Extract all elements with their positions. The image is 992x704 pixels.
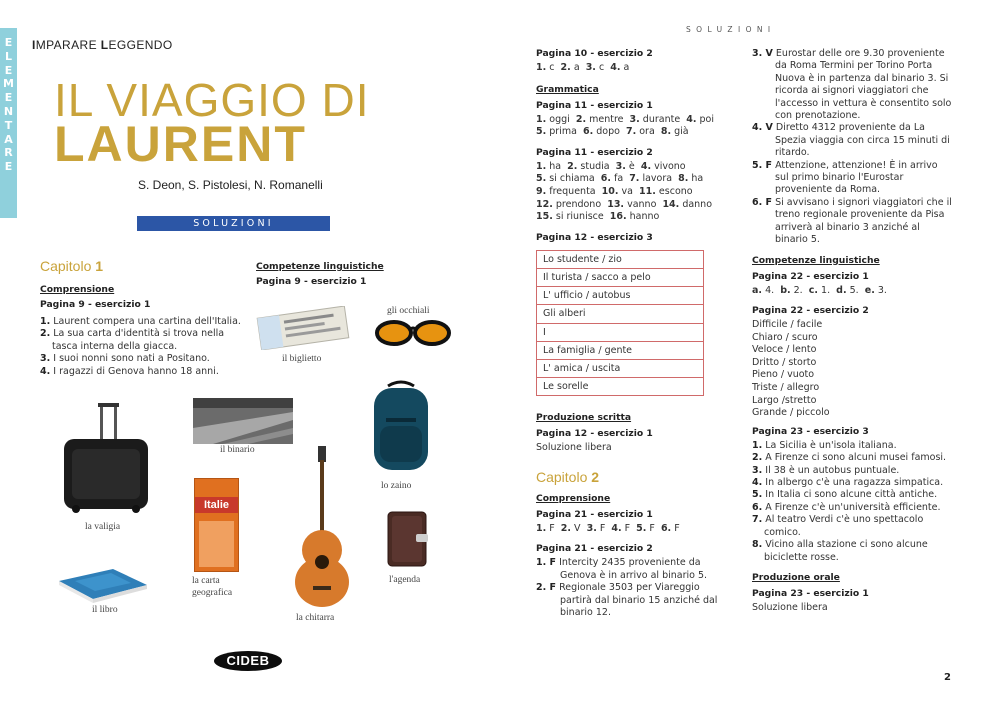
- list-item: 1. Laurent compera una cartina dell'Italia.: [40, 316, 241, 327]
- table-cell: Lo studente / zio: [537, 250, 704, 268]
- section-comprensione: Comprensione: [536, 492, 611, 504]
- edge-tab-letter: N: [3, 104, 14, 118]
- list-item: 1. F Intercity 2435 proveniente da Genova è in arrivo al binario 5.: [536, 557, 708, 581]
- answer-line: a. 4. b. 2. c. 1. d. 5. e. 3.: [752, 284, 887, 296]
- list-item: Chiaro / scuro: [752, 331, 818, 343]
- book-picture: [55, 563, 151, 605]
- exercise-heading: Pagina 21 - esercizio 1: [536, 508, 653, 520]
- answer-list-p9: [40, 316, 245, 378]
- edge-tab-letter: A: [4, 132, 13, 146]
- edge-tab-letter: E: [4, 36, 13, 49]
- table-cell: L' ufficio / autobus: [537, 287, 704, 305]
- answer-line: 9. frequenta 10. va 11. escono: [536, 185, 693, 197]
- label-chitarra: la chitarra: [296, 613, 335, 623]
- exercise-heading: Pagina 11 - esercizio 1: [536, 99, 653, 111]
- answer-line: 5. si chiama 6. fa 7. lavora 8. ha: [536, 173, 704, 185]
- chapter-word: Capitolo: [40, 258, 92, 274]
- edge-tab-letter: L: [4, 49, 12, 63]
- table-cell: Le sorelle: [537, 378, 704, 396]
- exercise-heading: Pagina 23 - esercizio 1: [752, 587, 869, 599]
- exercise-heading: Pagina 10 - esercizio 2: [536, 48, 653, 59]
- section-comprensione: Comprensione: [40, 284, 115, 295]
- label-libro: il libro: [92, 605, 118, 615]
- list-item: 1. La Sicilia è un'isola italiana.: [752, 439, 897, 451]
- map-cover-text: Italie: [195, 497, 238, 513]
- answer-line: 15. si riunisce 16. hanno: [536, 211, 660, 223]
- section-competenze: Competenze linguistiche: [752, 254, 880, 266]
- section-grammatica: Grammatica: [536, 83, 599, 95]
- exercise-heading: Pagina 11 - esercizio 2: [536, 146, 653, 158]
- suitcase-picture: [62, 403, 150, 515]
- table-cell: I: [537, 323, 704, 341]
- answer-line: 12. prendono 13. vanno 14. danno: [536, 198, 713, 210]
- answer-line: 1. oggi 2. mentre 3. durante 4. poi: [536, 113, 714, 125]
- edge-tab-letter: E: [4, 160, 13, 174]
- book-title-line-2: LAURENT: [54, 116, 307, 172]
- book-title-line-1: IL VIAGGIO DI: [54, 74, 370, 126]
- list-item: 6. A Firenze c'è un'università efficiente.: [752, 501, 941, 513]
- free-solution: Soluzione libera: [752, 601, 828, 613]
- list-item: 4. I ragazzi di Genova hanno 18 anni.: [40, 365, 219, 377]
- series-title: [32, 38, 173, 52]
- column-3: [536, 48, 736, 619]
- exercise-heading: Pagina 9 - esercizio 1: [256, 276, 367, 287]
- section-produzione-orale: Produzione orale: [752, 571, 840, 583]
- list-item: 5. In Italia ci sono alcune città antiche.: [752, 489, 938, 501]
- backpack-picture: [366, 378, 436, 478]
- table-cell: Il turista / sacco a pelo: [537, 268, 704, 286]
- edge-tab-letter: M: [3, 77, 14, 91]
- exercise-heading: Pagina 12 - esercizio 3: [536, 231, 653, 243]
- list-item: 2. La sua carta d'identità si trova nella tasca interna della giacca.: [40, 328, 225, 352]
- list-item: 8. Vicino alla stazione ci sono alcune biciclette rosse.: [752, 539, 928, 563]
- label-agenda: l'agenda: [389, 575, 421, 585]
- answer-list-p21-cont: [752, 48, 952, 247]
- agenda-picture: [386, 510, 430, 570]
- series-part-2: EGGENDO: [108, 38, 173, 52]
- opposites-list: [752, 319, 952, 420]
- list-item: 3. V Eurostar delle ore 9.30 proveniente da Roma Termini per Torino Porta Nuova è in partenza dal binario 3. Si ricorda ai signori viaggiatori che l'accesso in vettura è consentito solo con prenotazione.: [752, 48, 952, 122]
- rail-track-picture: [193, 398, 293, 444]
- list-item: 5. F Attenzione, attenzione! È in arrivo sul primo binario l'Eurostar proveniente da Roma.: [752, 159, 938, 196]
- list-item: Largo /stretto: [752, 394, 817, 406]
- list-item: 2. A Firenze ci sono alcuni musei famosi.: [752, 452, 947, 464]
- authors: S. Deon, S. Pistolesi, N. Romanelli: [138, 178, 323, 192]
- list-item: Pieno / vuoto: [752, 369, 815, 381]
- list-item: Dritto / storto: [752, 356, 817, 368]
- answer-list-p21: [536, 557, 726, 619]
- list-item: Difficile / facile: [752, 319, 823, 331]
- guitar-picture: [291, 446, 353, 610]
- edge-tab-letter: E: [4, 91, 13, 105]
- edge-tab-letter: E: [4, 63, 13, 77]
- label-carta-geografica: la carta geografica: [192, 576, 233, 598]
- series-part-1: MPARARE: [35, 38, 101, 52]
- publisher-logo: CIDEB: [214, 651, 282, 671]
- list-item: Veloce / lento: [752, 344, 817, 356]
- section-competenze: Competenze linguistiche: [256, 261, 384, 272]
- section-produzione-scritta: Produzione scritta: [536, 412, 632, 424]
- label-binario: il binario: [220, 445, 255, 455]
- answer-line: 1. F 2. V 3. F 4. F 5. F 6. F: [536, 522, 680, 534]
- exercise-heading: Pagina 21 - esercizio 2: [536, 543, 653, 555]
- running-header: SOLUZIONI: [686, 25, 776, 34]
- page-number: 2: [944, 672, 951, 683]
- ticket-picture: [255, 306, 351, 350]
- exercise-heading: Pagina 9 - esercizio 1: [40, 299, 151, 310]
- answer-table-p12: [536, 250, 704, 397]
- table-cell: La famiglia / gente: [537, 341, 704, 359]
- list-item: 7. Al teatro Verdi c'è uno spettacolo comico.: [752, 514, 924, 538]
- chapter-number: 1: [95, 258, 104, 274]
- answer-list-p23: [752, 440, 952, 564]
- column-4: [752, 48, 952, 615]
- series-initial-l: L: [100, 38, 109, 52]
- exercise-heading: Pagina 22 - esercizio 2: [752, 305, 869, 317]
- list-item: 4. In albergo c'è una ragazza simpatica.: [752, 477, 944, 489]
- list-item: Grande / piccolo: [752, 407, 830, 419]
- edge-tab-letters: [0, 36, 17, 174]
- series-initial-i: I: [32, 38, 36, 52]
- exercise-heading: Pagina 23 - esercizio 3: [752, 425, 869, 437]
- answer-line: 1. ha 2. studia 3. è 4. vivono: [536, 160, 686, 172]
- label-valigia: la valigia: [85, 522, 121, 532]
- label-biglietto: il biglietto: [282, 354, 322, 364]
- soluzioni-banner: SOLUZIONI: [137, 216, 330, 231]
- list-item: 3. I suoi nonni sono nati a Positano.: [40, 353, 210, 365]
- table-cell: L' amica / uscita: [537, 359, 704, 377]
- list-item: Triste / allegro: [752, 382, 820, 394]
- edge-tab-letter: R: [4, 146, 13, 160]
- list-item: 4. V Diretto 4312 proveniente da La Spezia viaggia con circa 15 minuti di ritardo.: [752, 122, 950, 159]
- answer-line: 1. c 2. a 3. c 4. a: [536, 62, 630, 73]
- exercise-heading: Pagina 12 - esercizio 1: [536, 428, 653, 440]
- answer-line: 5. prima 6. dopo 7. ora 8. già: [536, 126, 689, 138]
- sunglasses-picture: [374, 318, 454, 350]
- label-occhiali: gli occhiali: [387, 306, 430, 316]
- chapter-1-heading: [40, 258, 103, 274]
- label-zaino: lo zaino: [381, 481, 412, 491]
- list-item: 6. F Si avvisano i signori viaggiatori che il treno regionale proveniente da Pisa arriverà al binario 3 anziché al binario 5.: [752, 196, 952, 246]
- free-solution: Soluzione libera: [536, 442, 612, 454]
- list-item: 3. Il 38 è un autobus puntuale.: [752, 464, 900, 476]
- list-item: 2. F Regionale 3503 per Viareggio partirà dal binario 15 anziché dal binario 12.: [536, 582, 718, 619]
- road-map-picture: [194, 478, 239, 572]
- edge-tab-letter: T: [4, 118, 13, 132]
- exercise-heading: Pagina 22 - esercizio 1: [752, 270, 869, 282]
- chapter-2-heading: Capitolo 2: [536, 468, 600, 485]
- table-cell: Gli alberi: [537, 305, 704, 323]
